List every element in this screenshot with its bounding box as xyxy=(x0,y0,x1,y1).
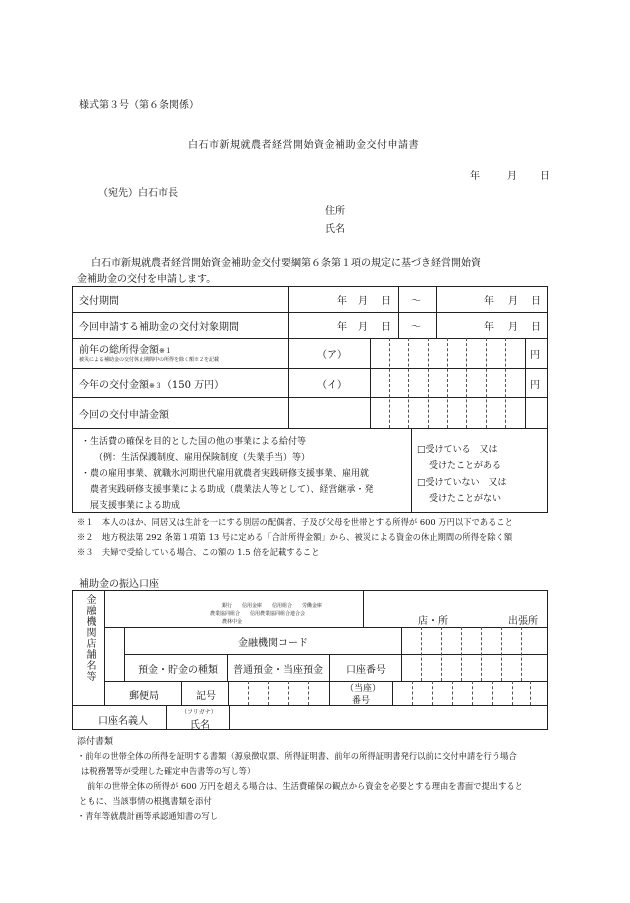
current-year-amount-input[interactable] xyxy=(393,376,523,392)
target-period-start-year[interactable]: 年 xyxy=(337,322,347,333)
benefit-line-4: 農者実践研修支援事業による助成（農業法人等として）、経営継承・発 xyxy=(90,485,374,495)
post-office-label: 郵便局 xyxy=(129,691,159,702)
note-1: ※１ 本人のほか、同居又は生計を一にする別居の配偶者、子及び父母を世帯とする所得が 600 万円以下であること xyxy=(77,517,513,527)
prior-income-yen: 円 xyxy=(530,350,540,361)
benefit-line-5: 展支援事業による助成 xyxy=(90,501,181,511)
note-3: ※３ 夫婦で受給している場合、この額の 1.5 倍を記載すること xyxy=(77,547,320,557)
grant-period-start-day[interactable]: 日 xyxy=(381,296,391,307)
bank-vertical-label: 金融機関店舗名等 xyxy=(84,594,95,682)
address-label: 住所 xyxy=(325,206,345,217)
prior-income-label xyxy=(79,341,172,356)
page-title: 白石市新規就農者経営開始資金補助金交付申請書 xyxy=(188,140,419,151)
date-year: 年 xyxy=(470,171,480,182)
attachments-title: 添付書類 xyxy=(77,737,114,747)
attachment-line-2: は税務署等が受理した確定申告書等の写し等） xyxy=(81,766,256,776)
attachment-line-4: ともに、当該事情の根拠書類を添付 xyxy=(79,796,212,806)
attachment-line-3: 前年の世帯全体の所得が 600 万円を超える場合は、生活費確保の観点から資金を必要とする理由を書面で提出すると xyxy=(87,781,523,791)
current-year-amount-label-text: 今年の交付金額 xyxy=(79,380,149,391)
branch-label: 店・所 xyxy=(418,616,448,627)
target-period-end-year[interactable]: 年 xyxy=(484,322,494,333)
deposit-type-label: 預金・貯金の種類 xyxy=(138,665,218,676)
prior-income-note-mark: ※１ xyxy=(159,347,172,355)
addressee: （宛先）白石市長 xyxy=(98,188,178,199)
target-period-start-month[interactable]: 月 xyxy=(358,322,368,333)
grant-period-tilde: ～ xyxy=(411,296,421,307)
target-period-label: 今回申請する補助金の交付対象期間 xyxy=(79,322,239,333)
institution-types-line2: 農業協同組合 信用農業協同組合連合会 xyxy=(210,611,306,617)
holder-name-input[interactable] xyxy=(235,708,543,726)
target-period-start-day[interactable]: 日 xyxy=(381,322,391,333)
account-number-label: 口座番号 xyxy=(346,665,386,676)
prior-income-input[interactable] xyxy=(393,346,523,362)
attachment-line-5: ・青年等就農計画等承認通知書の写し xyxy=(77,811,219,821)
application-amount-input[interactable] xyxy=(393,406,543,422)
prior-income-label-text: 前年の総所得金額 xyxy=(79,345,159,356)
current-year-amount-value: （150 万円） xyxy=(161,380,225,391)
current-year-amount-note-mark: ※３ xyxy=(149,382,162,390)
grant-period-label: 交付期間 xyxy=(79,296,119,307)
current-year-amount-yen: 円 xyxy=(530,380,540,391)
grant-period-end-year[interactable]: 年 xyxy=(484,296,494,307)
number-label: 番号 xyxy=(352,696,371,706)
target-period-tilde: ～ xyxy=(411,322,421,333)
date-month: 月 xyxy=(507,171,517,182)
attachment-line-1: ・前年の世帯全体の所得を証明する書類（源泉徴収票、所得証明書、前年の所得証明書発行以前に交付申請を行う場合 xyxy=(77,751,517,761)
checkbox-receiving[interactable]: □受けている 又は xyxy=(417,445,498,455)
furigana-label: （フリガナ） xyxy=(181,709,217,716)
name-label: 氏名 xyxy=(325,224,345,235)
bank-section-title: 補助金の振込口座 xyxy=(79,579,159,590)
target-period-end-day[interactable]: 日 xyxy=(531,322,541,333)
holder-name-label: 氏名 xyxy=(190,720,210,731)
benefit-line-2: （例：生活保護制度、雇用保険制度（失業手当）等） xyxy=(94,453,311,463)
sub-branch-label: 出張所 xyxy=(508,616,538,627)
grant-period-end-day[interactable]: 日 xyxy=(531,296,541,307)
form-number: 様式第３号（第６条関係） xyxy=(79,100,199,111)
application-amount-label: 今回の交付申請金額 xyxy=(79,410,169,421)
benefit-line-1: ・生活費の確保を目的とした国の他の事業による給付等 xyxy=(81,437,307,447)
target-period-end-month[interactable]: 月 xyxy=(508,322,518,333)
current-account-label: （当座） xyxy=(345,684,382,694)
current-year-amount-label xyxy=(79,376,224,391)
checkbox-not-receiving-sub: 受けたことがない xyxy=(429,494,502,504)
current-year-amount-marker: （イ） xyxy=(317,380,347,391)
grant-period-start-month[interactable]: 月 xyxy=(358,296,368,307)
benefit-line-3: ・農の雇用事業、就職氷河期世代雇用就農者実践研修支援事業、雇用就 xyxy=(81,469,370,479)
symbol-label: 記号 xyxy=(196,691,216,702)
institution-types-line3: 農林中金 xyxy=(222,619,243,625)
checkbox-receiving-sub: 受けたことがある xyxy=(429,461,502,471)
deposit-type-options[interactable]: 普通預金・当座預金 xyxy=(233,665,323,676)
institution-types-line1: 銀行 信用金庫 信用組合 労働金庫 xyxy=(222,603,323,609)
prior-income-marker: （ア） xyxy=(317,350,347,361)
body-text-line1: 白石市新規就農者経営開始資金補助金交付要綱第６条第１項の規定に基づき経営開始資 xyxy=(91,258,481,269)
prior-income-sub-note: 被災による補助金の交付休止期間中の所得を除く額※２を記載 xyxy=(79,357,220,363)
grant-period-start-year[interactable]: 年 xyxy=(337,296,347,307)
body-text-line2: 金補助金の交付を申請します。 xyxy=(77,274,217,285)
grant-period-end-month[interactable]: 月 xyxy=(508,296,518,307)
bank-code-label: 金融機関コード xyxy=(238,638,308,649)
date-day: 日 xyxy=(540,171,550,182)
checkbox-not-receiving[interactable]: □受けていない 又は xyxy=(417,478,507,488)
account-holder-label: 口座名義人 xyxy=(98,716,148,727)
note-2: ※２ 地方税法第 292 条第１項第 13 号に定める「合計所得金額」から、被災による資金の休止期間の所得を除く額 xyxy=(77,532,513,542)
